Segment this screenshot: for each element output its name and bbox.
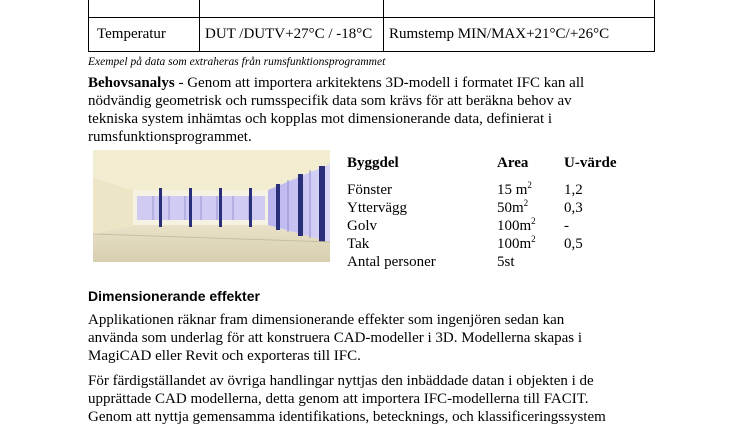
building-3d-model-image [93, 150, 330, 262]
row-part-antal-personer: Antal personer [347, 254, 436, 270]
spec-table-top-row [88, 0, 655, 18]
behovsanalys-line-2: nödvändig geometrisk och rumsspecifik data som krävs för att beräkna behov av [88, 93, 572, 109]
behovsanalys-line-3: tekniska system inhämtas och kopplas mot dimensionerande data, definierat i [88, 111, 553, 127]
para1-line-2: använda som underlag för att konstruera CAD-modeller i 3D. Modellerna skapas i [88, 330, 583, 346]
spec-row-room-value: Rumstemp MIN/MAX+21°C/+26°C [389, 26, 610, 42]
row-part-tak: Tak [347, 236, 370, 252]
row-u-golv: - [564, 218, 569, 234]
behovsanalys-line-4: rumsfunktionsprogrammet. [88, 129, 252, 145]
row-u-yttervagg: 0,3 [564, 200, 583, 216]
col-header-area: Area [497, 155, 529, 171]
row-part-golv: Golv [347, 218, 377, 234]
spec-row-design-value: DUT /DUTV+27°C / -18°C [205, 26, 373, 42]
row-part-yttervagg: Yttervägg [347, 200, 407, 216]
row-area-fonster: 15 $m^2$ [497, 180, 532, 198]
row-u-tak: 0,5 [564, 236, 583, 252]
para2-line-3: Genom att nyttja gemensamma identifikations, betecknings, och klassificeringssystem [88, 409, 606, 425]
table-caption: Exempel på data som extraheras från rumsfunktionsprogrammet [88, 56, 386, 68]
row-area-yttervagg: $50m^2$ [497, 198, 529, 216]
behovsanalys-line-1: Behovsanalys - Genom att importera arkitektens 3D-modell i formatet IFC kan all [88, 75, 585, 91]
row-u-fonster: 1,2 [564, 182, 583, 198]
spec-table-row-temperatur [88, 17, 655, 52]
col-header-u-varde: U-värde [564, 155, 617, 171]
behovsanalys-term: Behovsanalys [88, 75, 175, 91]
row-part-fonster: Fönster [347, 182, 392, 198]
row-area-tak: $100m^2$ [497, 234, 536, 252]
para1-line-1: Applikationen räknar fram dimensionerande effekter som ingenjören sedan kan [88, 312, 565, 328]
spec-row-label: Temperatur [97, 26, 166, 42]
para2-line-2: upprättade CAD modellerna, detta genom att importera IFC-modellerna till FACIT. [88, 391, 589, 407]
section-heading: Dimensionerande effekter [88, 288, 260, 304]
row-area-antal-personer: 5st [497, 254, 515, 270]
para2-line-1: För färdigställandet av övriga handlingar nyttjas den inbäddade datan i objekten i de [88, 373, 594, 389]
col-header-byggdel: Byggdel [347, 155, 399, 171]
para1-line-3: MagiCAD eller Revit och exporteras till IFC. [88, 348, 361, 364]
row-area-golv: $100m^2$ [497, 216, 536, 234]
